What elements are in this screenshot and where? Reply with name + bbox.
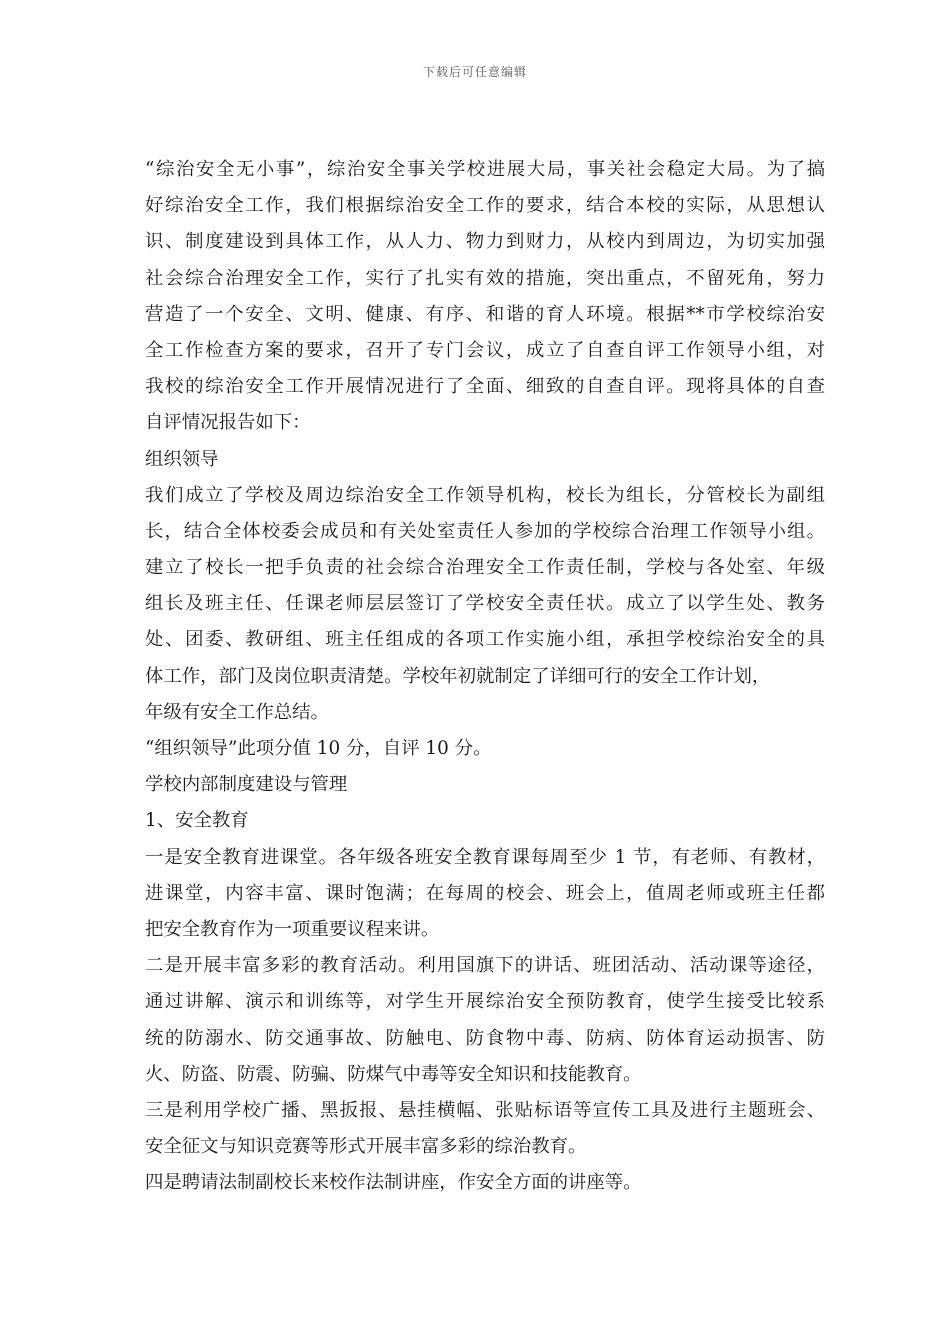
page-header-note: 下载后可任意编辑 xyxy=(422,65,527,79)
text-line: 体工作，部门及岗位职责清楚。学校年初就制定了详细可行的安全工作计划， xyxy=(145,665,771,687)
text-line: 处、团委、教研组、班主任组成的各项工作实施小组，承担学校综治安全的具 xyxy=(145,629,825,651)
text-line: 长，结合全体校委会成员和有关处室责任人参加的学校综合治理工作领导小组。 xyxy=(145,520,825,542)
text-line: 识、制度建设到具体工作，从人力、物力到财力，从校内到周边，为切实加强 xyxy=(145,231,825,253)
text-line: 把安全教育作为一项重要议程来讲。 xyxy=(145,918,440,940)
text-line: 自评情况报告如下： xyxy=(145,412,311,434)
text-line: 我们成立了学校及周边综治安全工作领导机构，校长为组长，分管校长为副组 xyxy=(145,484,825,506)
text-line: 组织领导 xyxy=(145,448,219,470)
text-line: 建立了校长一把手负责的社会综合治理安全工作责任制，学校与各处室、年级 xyxy=(145,557,825,579)
text-line: 四是聘请法制副校长来校作法制讲座，作安全方面的讲座等。 xyxy=(145,1172,642,1194)
text-line: 一是安全教育进课堂。各年级各班安全教育课每周至少 1 节，有老师、有教材， xyxy=(145,846,825,868)
text-line: “综治安全无小事”，综治安全事关学校进展大局，事关社会稳定大局。为了搞 xyxy=(145,159,825,180)
document-body xyxy=(145,152,825,1201)
text-line: 三是利用学校广播、黑扳报、悬挂横幅、张贴标语等宣传工具及进行主题班会、 xyxy=(145,1099,825,1121)
text-line: 安全征文与知识竞赛等形式开展丰富多彩的综治教育。 xyxy=(145,1136,587,1158)
text-line: 1、安全教育 xyxy=(145,810,249,832)
text-line: 我校的综治安全工作开展情况进行了全面、细致的自查自评。现将具体的自查 xyxy=(145,376,825,398)
text-line: 二是开展丰富多彩的教育活动。利用国旗下的讲话、班团活动、活动课等途径， xyxy=(145,955,825,977)
text-line: 组长及班主任、任课老师层层签订了学校安全责任状。成立了以学生处、教务 xyxy=(145,593,825,615)
text-line: 通过讲解、演示和训练等，对学生开展综治安全预防教育，使学生接受比较系 xyxy=(145,991,825,1013)
text-line: 火、防盗、防震、防骗、防煤气中毒等安全知识和技能教育。 xyxy=(145,1063,642,1085)
text-line: 社会综合治理安全工作，实行了扎实有效的措施，突出重点，不留死角，努力 xyxy=(145,267,825,289)
text-line: 营造了一个安全、文明、健康、有序、和谐的育人环境。根据**市学校综治安 xyxy=(145,303,825,325)
text-line: 统的防溺水、防交通事故、防触电、防食物中毒、防病、防体育运动损害、防 xyxy=(145,1027,825,1049)
text-line: “组织领导”此项分值 10 分，自评 10 分。 xyxy=(145,738,492,759)
text-line: 好综治安全工作，我们根据综治安全工作的要求，结合本校的实际，从思想认 xyxy=(145,195,825,217)
text-line: 进课堂，内容丰富、课时饱满；在每周的校会、班会上，值周老师或班主任都 xyxy=(145,882,825,904)
text-line: 学校内部制度建设与管理 xyxy=(145,774,348,796)
text-line: 年级有安全工作总结。 xyxy=(145,701,329,723)
text-line: 全工作检查方案的要求，召开了专门会议，成立了自查自评工作领导小组，对 xyxy=(145,339,825,361)
